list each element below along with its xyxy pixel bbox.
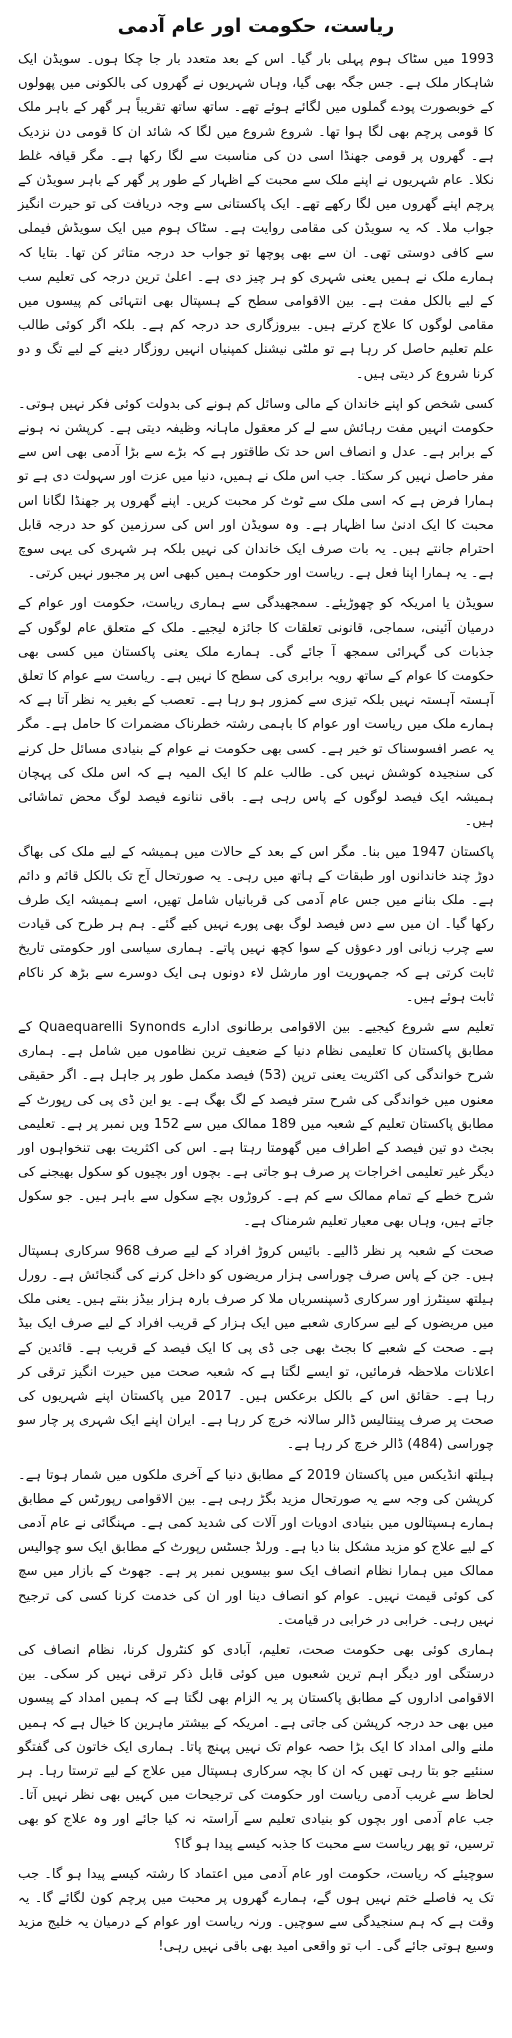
paragraph: پاکستان 1947 میں بنا۔ مگر اس کے بعد کے حالات میں ہمیشہ کے لیے ملک کی بھاگ دوڑ چند خاندانوں اور طبقات کے ہاتھ میں رہی۔ یہ صورتحال آج تک بالکل قائم و دائم ہے۔ ملک بنانے میں جس عام آدمی کی قربانیاں شامل تھیں، اسے ہمیشہ ایک طرف رکھا گیا۔ ان میں سے دس فیصد لوگ بھی پورے نہیں کیے گئے۔ ہم ہر طرح کی قیادت سے چرب زبانی اور دعوؤں کے سوا کچھ نہیں پاتے۔ ہماری سیاسی اور حکومتی تاریخ ثابت کرتی ہے کہ جمہوریت اور مارشل لاء دونوں ہی ایک دوسرے سے بڑھ کر ناکام ثابت ہوئے ہیں۔	[18, 844, 494, 1005]
paragraph: صحت کے شعبہ پر نظر ڈالیے۔ بائیس کروڑ افراد کے لیے صرف 968 سرکاری ہسپتال ہیں۔ جن کے پاس صرف چوراسی ہزار مریضوں کو داخل کرنے کی گنجائش ہے۔ رورل ہیلتھ سینٹرز اور سرکاری ڈسپنسریاں ملا کر صرف بارہ ہزار بیڈز بنتے ہیں۔ یعنی ملک میں مریضوں کے لیے سرکاری شعبے میں ایک ہزار کے قریب افراد کے لیے صرف ایک بیڈ ہے۔ صحت کے شعبے کا بجٹ بھی جی ڈی پی کا ایک فیصد کے قریب ہے۔ قائدین کے اعلانات ملاحظہ فرمائیں، تو ایسے لگتا ہے کہ شعبہ صحت میں حیرت انگیز ترقی کر رہا ہے۔ حقائق اس کے بالکل برعکس ہیں۔ 2017 میں پاکستان اپنے شہریوں کی صحت پر صرف پینتالیس ڈالر سالانہ خرچ کر رہا ہے۔ ایران اپنے ایک شہری پر چار سو چوراسی (484) ڈالر خرچ کر رہا ہے۔	[18, 1243, 494, 1453]
paragraph: 1993 میں سٹاک ہوم پہلی بار گیا۔ اس کے بعد متعدد بار جا چکا ہوں۔ سویڈن ایک شاہکار ملک ہے۔ جس جگہ بھی گیا، وہاں شہریوں نے گھروں کی بالکونی میں پھولوں کے خوبصورت پودے گملوں میں لگائے ہوئے تھے۔ ساتھ ساتھ تقریباً ہر گھر کے باہر ملک کا قومی پرچم بھی لگا ہوا تھا۔ شروع شروع میں لگا کہ شائد ان کا قومی دن نزدیک ہے۔ گھروں پر قومی جھنڈا اسی دن کی مناسبت سے لگا رکھا ہے۔ مگر قیافہ غلط نکلا۔ عام شہریوں نے اپنے ملک سے محبت کے اظہار کے طور پر گھر کے باہر سویڈن کے پرچم اپنے گھروں میں لگا رکھے تھے۔ ایک پاکستانی سے وجہ دریافت کی تو حیرت انگیز جواب ملا۔ کہ یہ سویڈن کی مقامی روایت ہے۔ سٹاک ہوم میں ایک سویڈش فیملی سے کافی دوستی تھی۔ ان سے بھی پوچھا تو جواب حد درجہ متاثر کن تھا۔ بتایا کہ ہمارے ملک نے ہمیں یعنی شہری کو ہر چیز دی ہے۔ اعلیٰ ترین درجہ کی تعلیم سب کے لیے بالکل مفت ہے۔ بین الاقوامی سطح کے ہسپتال بھی انتہائی کم پیسوں میں مقامی لوگوں کا علاج کرتے ہیں۔ بیروزگاری حد درجہ کم ہے۔ بلکہ اگر کوئی طالب علم تعلیم حاصل کر رہا ہے تو ملٹی نیشنل کمپنیاں انہیں روزگار دینے کے لیے تگ و دو کرنا شروع کر دیتی ہیں۔	[18, 52, 494, 382]
article-title: ریاست، حکومت اور عام آدمی	[117, 15, 395, 37]
article-body	[18, 48, 494, 1960]
paragraph: سویڈن یا امریکہ کو چھوڑیئے۔ سمجھیدگی سے ہماری ریاست، حکومت اور عوام کے درمیان آئینی، سماجی، قانونی تعلقات کا جائزہ لیجیے۔ ملک کے متعلق عام لوگوں کے جذبات کی گہرائی سمجھ آ جائے گی۔ ہمارے ملک یعنی پاکستان میں کسی بھی حکومت کا عوام کے ساتھ رویہ برابری کی سطح کا نہیں ہے۔ ریاست سے عوام کا تعلق آہستہ آہستہ نہیں بلکہ تیزی سے کمزور ہو رہا ہے۔ تعصب کے بغیر یہ نظر آتا ہے کہ ہمارے ملک میں ریاست اور عوام کا باہمی رشتہ خطرناک مضمرات کا حامل ہے۔ مگر یہ عصر افسوسناک تو خیر ہے۔ کسی بھی حکومت نے عوام کے بنیادی مسائل حل کرنے کی سنجیدہ کوشش نہیں کی۔ طالب علم کا ایک المیہ ہے کہ اس ملک کی پہچان ہمیشہ ایک فیصد لوگوں کے پاس رہی ہے۔ باقی ننانوے فیصد لوگ محض تماشائی ہیں۔	[18, 596, 494, 830]
paragraph: کسی شخص کو اپنے خاندان کے مالی وسائل کم ہونے کی بدولت کوئی فکر نہیں ہوتی۔ حکومت انہیں مفت رہائش سے لے کر معقول ماہانہ وظیفہ دیتی ہے۔ کرپشن نہ ہونے کے برابر ہے۔ عدل و انصاف اس حد تک طاقتور ہے کہ بڑے سے بڑا آدمی بھی اس سے مفر حاصل نہیں کر سکتا۔ جب اس ملک نے ہمیں، دنیا میں عزت اور سہولت دی ہے تو ہمارا فرض ہے کہ اسی ملک سے ٹوٹ کر محبت کریں۔ اپنے گھروں پر جھنڈا لگانا اس محبت کا ایک ادنیٰ سا اظہار ہے۔ وہ سویڈن اور اس کی سرزمین کو حد درجہ قابل احترام جانتے ہیں۔ یہ بات صرف ایک خاندان کی نہیں بلکہ ہر شہری کی یہی سوچ ہے۔ یہ ہمارا اپنا فعل ہے۔ ریاست اور حکومت ہمیں کبھی اس پر مجبور نہیں کرتی۔	[18, 396, 494, 582]
paragraph: تعلیم سے شروع کیجیے۔ بین الاقوامی برطانوی ادارے Quaequarelli Synonds کے مطابق پاکستان کا تعلیمی نظام دنیا کے ضعیف ترین نظاموں میں شامل ہے۔ ہماری شرح خواندگی کی اکثریت یعنی ترپن (53) فیصد مکمل طور پر جاہل ہے۔ اگر حقیقی معنوں میں خواندگی کی شرح ستر فیصد کے لگ بھگ ہے۔ یو این ڈی پی کی رپورٹ کے مطابق پاکستان تعلیم کے شعبہ میں 189 ممالک میں سے 152 ویں نمبر پر ہے۔ تعلیمی بجٹ دو تین فیصد کے اطراف میں گھومتا رہتا ہے۔ اس کی اکثریت بھی تنخواہوں اور دیگر غیر تعلیمی اخراجات پر صرف ہو جاتی ہے۔ بچوں اور بچیوں کو سکول بھیجنے کی شرح خطے کے تمام ممالک سے کم ہے۔ کروڑوں بچے سکول سے باہر ہیں۔ جو سکول جاتے ہیں، وہاں بھی معیار تعلیم شرمناک ہے۔	[18, 1019, 495, 1229]
paragraph: سوچیئے کہ ریاست، حکومت اور عام آدمی میں اعتماد کا رشتہ کیسے پیدا ہو گا۔ جب تک یہ فاصلے ختم نہیں ہوں گے، ہمارے گھروں پر محبت میں پرچم کون لگائے گا۔ یہ وقت ہے کہ ہم سنجیدگی سے سوچیں۔ ورنہ ریاست اور عوام کے درمیان یہ خلیج مزید وسیع ہوتی جائے گی۔ اب تو واقعی امید بھی باقی نہیں رہی!	[18, 1866, 494, 1955]
paragraph: ہماری کوئی بھی حکومت صحت، تعلیم، آبادی کو کنٹرول کرنا، نظام انصاف کی درستگی اور دیگر اہم ترین شعبوں میں کوئی قابل ذکر ترقی نہیں کر سکی۔ بین الاقوامی اداروں کے مطابق پاکستان پر یہ الزام بھی لگتا ہے کہ ہمیں امداد کے پیسوں میں بھی حد درجہ کرپشن کی جاتی ہے۔ امریکہ کے بیشتر ماہرین کا خیال ہے کہ ہمیں ملنے والی امداد کا ایک بڑا حصہ عوام تک نہیں پہنچ پاتا۔ ہماری ایک خاتون کی گفتگو سنئیے جو بتا رہی تھیں کہ ان کا بچہ سرکاری ہسپتال میں علاج کے لیے ترستا رہا۔ ہر لحاظ سے غریب آدمی ریاست اور حکومت کی ترجیحات میں کہیں بھی نظر نہیں آتا۔ جب عام آدمی اور بچوں کو بنیادی تعلیم سے آراستہ نہ کیا جائے اور وہ علاج کو بھی ترسیں، تو پھر ریاست سے محبت کا جذبہ کیسے پیدا ہو گا؟	[18, 1643, 494, 1852]
paragraph: ہیلتھ انڈیکس میں پاکستان 2019 کے مطابق دنیا کے آخری ملکوں میں شمار ہوتا ہے۔ کرپشن کی وجہ سے یہ صورتحال مزید بگڑ رہی ہے۔ بین الاقوامی رپورٹس کے مطابق ہمارے ہسپتالوں میں بنیادی ادویات اور آلات کی شدید کمی ہے۔ مہنگائی نے عام آدمی کے لیے علاج کو مزید مشکل بنا دیا ہے۔ ورلڈ جسٹس رپورٹ کے مطابق ایک سو چوالیس ممالک میں ہمارا نظام انصاف ایک سو بیسویں نمبر پر ہے۔ جھوٹ کے بازار میں سچ کی کوئی قیمت نہیں۔ عوام کو انصاف دینا اور ان کی خدمت کرنا کسی کی ترجیح نہیں رہی۔ خرابی در خرابی در قیامت۔	[18, 1467, 494, 1628]
